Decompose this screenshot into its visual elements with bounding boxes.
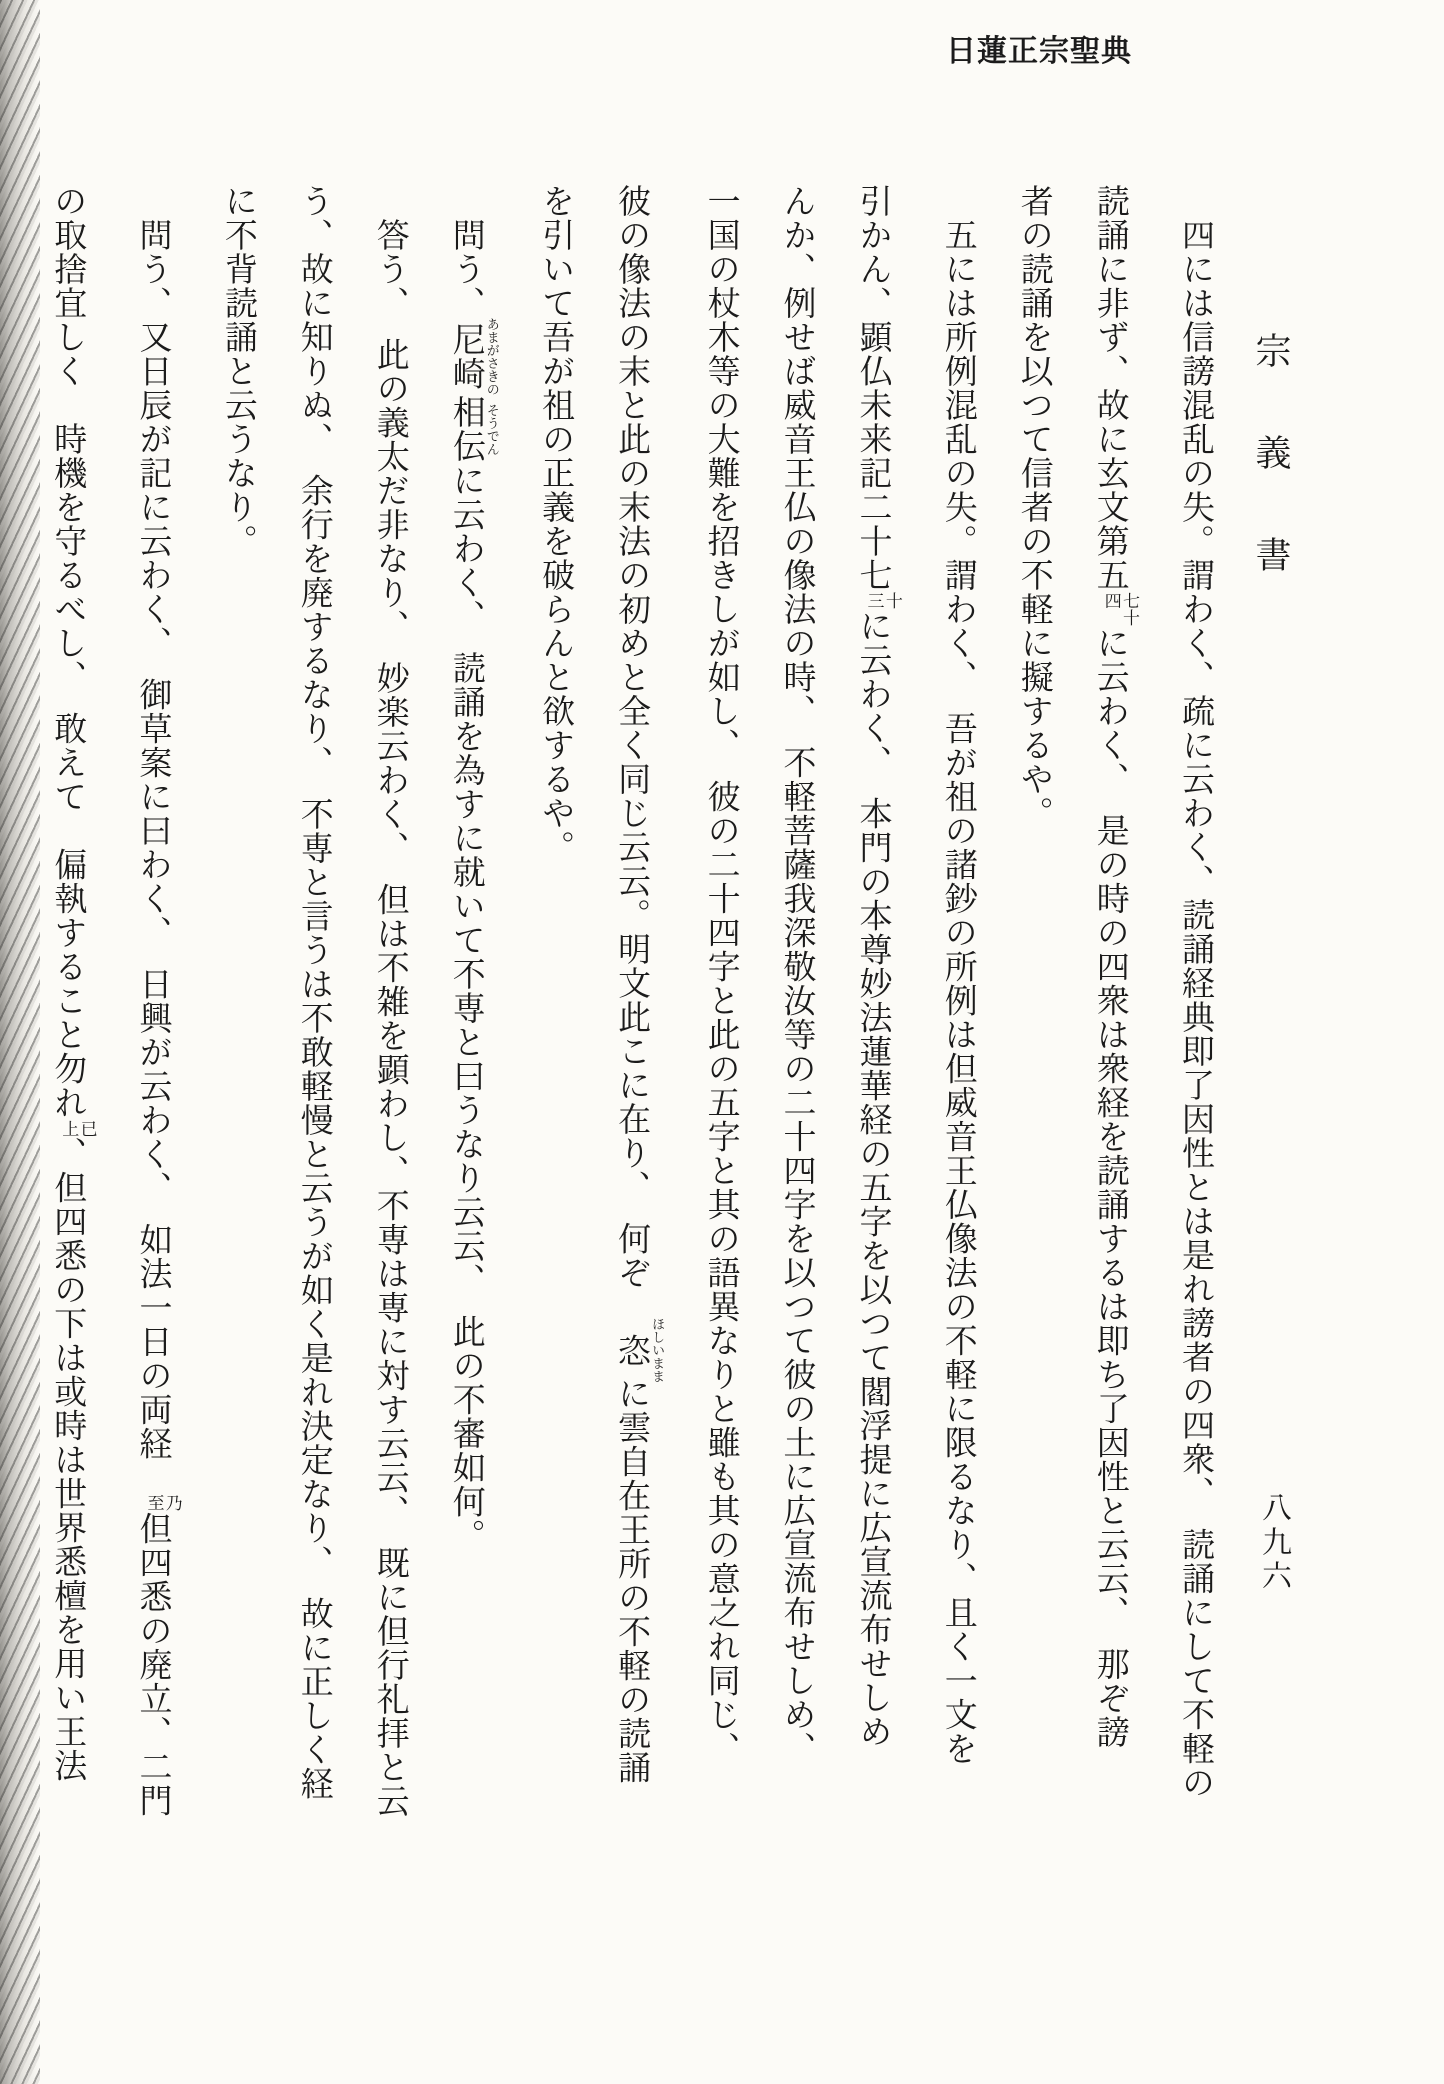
text-column: 一国の杖木等の大難を招きしが如し、 彼の二十四字と此の五字と其の語異なりと雖も其の意之れ同じ、 [702,184,742,1766]
text-column: 問う、又日辰が記に云わく、 御草案に曰わく、 日興が云わく、 如法一日の両経 乃 至 但四悉の廃立、二門 [134,217,182,1818]
page-binding-shadow [0,0,40,2084]
inline-small-note: 十 三 [863,592,902,609]
inline-small-note: 已 上 [58,1119,97,1137]
text-column: を引いて吾が祖の正義を破らんと欲するや。 [537,184,577,864]
text-column: 四には信謗混乱の失。謂わく、疏に云わく、読誦経典即了因性とは是れ謗者の四衆、 読誦にして不軽の [1177,217,1216,1800]
text-column: 五には所例混乱の失。謂わく、 吾が祖の諸鈔の所例は但威音王仏像法の不軽に限るなり、且く一文を [939,217,979,1766]
text-column: の取捨宜しく 時機を守るべし、 敢えて 偏執すること勿れ 已 上 、但四悉の下は或時は世界悉檀を用い王法 [49,184,97,1783]
page-number: 八九六 [1256,1492,1291,1594]
text-column: 問う、尼崎あまがさきの相伝そうでんに云わく、 読誦を為すに就いて不専と曰うなり云云、 此の不審如何。 [447,217,499,1553]
ruby-annotated-text: 恣ほしいまま [613,1317,665,1383]
text-column: う、故に知りぬ、 余行を廃するなり、 不専と言うは不敢軽慢と云うが如く是れ決定なり、 故に正しく経 [295,184,335,1801]
text-column: 引かん、顕仏未来記二十七 十 三 に云わく、 本門の本尊妙法蓮華経の五字を以つて閻浮提に広宣流布せしめ [854,184,902,1749]
text-column: 彼の像法の末と此の末法の初めと全く同じ云云。明文此こに在り、 何ぞ 恣ほしいままに雲自在王所の不軽の読誦 [613,184,665,1785]
text-column: 者の読誦を以つて信者の不軽に擬するや。 [1015,184,1055,830]
inline-small-note: 七十 四 [1100,592,1140,626]
text-block [49,184,1216,1908]
ruby-annotated-text: 尼崎あまがさきの [447,317,499,396]
text-column: 答う、 此の義太だ非なり、 妙楽云わく、 但は不雑を顕わし、不専は専に対す云云、 既に但行礼拝と云 [371,217,411,1818]
section-title: 宗義書 [1250,332,1291,638]
ruby-annotated-text: 相伝そうでん [447,395,499,464]
inline-small-note: 乃 至 [143,1494,182,1512]
running-head: 日蓮正宗聖典 [946,34,1132,69]
text-column: に不背読誦と云うなり。 [219,184,259,558]
text-column: んか、例せば威音王仏の像法の時、 不軽菩薩我深敬汝等の二十四字を以つて彼の土に広宣流布せしめ、 [778,184,818,1766]
text-column: 読誦に非ず、故に玄文第五 七十 四 に云わく、 是の時の四衆は衆経を読誦するは即ち了因性と云云、 那ぞ謗 [1091,184,1140,1749]
